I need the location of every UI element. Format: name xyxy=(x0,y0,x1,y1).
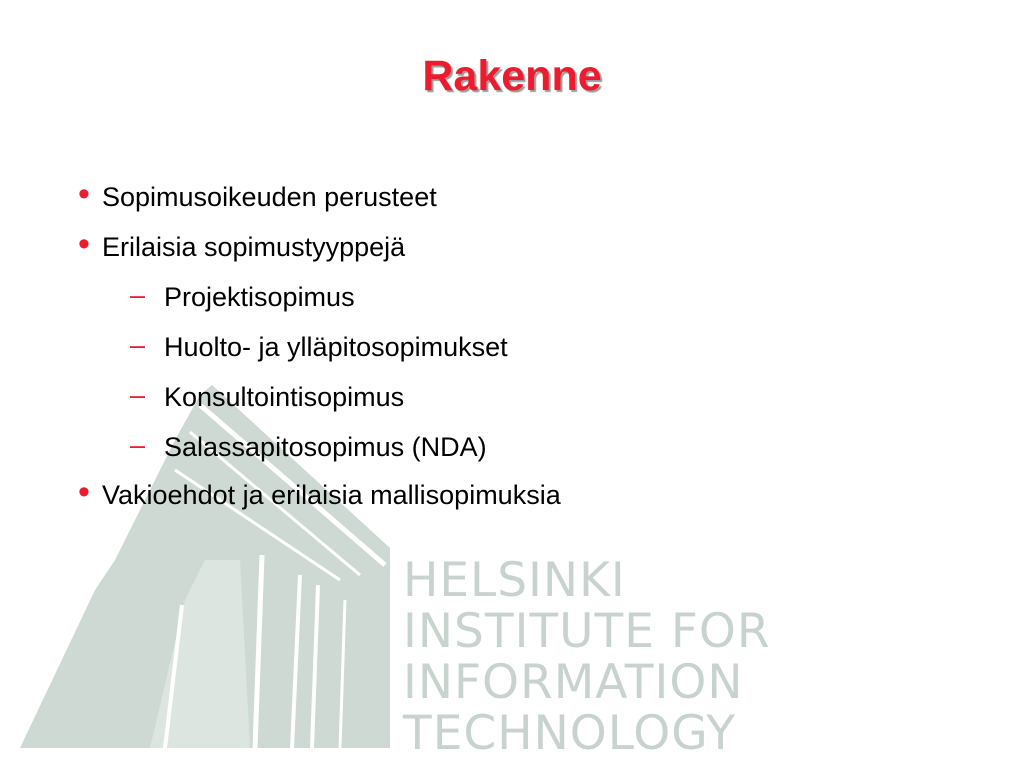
dash-icon: – xyxy=(130,280,146,310)
logo-line: HELSINKI xyxy=(403,553,626,608)
list-item xyxy=(130,330,508,364)
list-item-text: Sopimusoikeuden perusteet xyxy=(102,182,437,212)
list-item xyxy=(130,430,487,464)
list-item xyxy=(130,380,404,414)
bullet-icon: • xyxy=(78,175,90,213)
list-item-text: Huolto- ja ylläpitosopimukset xyxy=(164,332,508,362)
list-item-text: Projektisopimus xyxy=(164,282,355,312)
list-item-text: Konsultointisopimus xyxy=(164,382,405,412)
logo-line: INFORMATION xyxy=(403,655,744,710)
dash-icon: – xyxy=(130,430,146,460)
list-item xyxy=(78,473,561,512)
list-item-text: Salassapitosopimus (NDA) xyxy=(164,432,487,462)
bullet-icon: • xyxy=(78,473,90,511)
list-item-text: Erilaisia sopimustyyppejä xyxy=(102,232,406,262)
list-item xyxy=(78,175,437,214)
bullet-icon: • xyxy=(78,225,90,263)
dash-icon: – xyxy=(130,330,146,360)
list-item xyxy=(78,225,406,264)
list-item-text: Vakioehdot ja erilaisia mallisopimuksia xyxy=(102,480,561,510)
slide-title: Rakenne xyxy=(422,52,602,100)
logo-line: TECHNOLOGY xyxy=(403,706,737,761)
logo-wordmark xyxy=(403,555,771,759)
list-item xyxy=(130,280,355,314)
logo-line: INSTITUTE FOR xyxy=(403,604,771,659)
dash-icon: – xyxy=(130,380,146,410)
